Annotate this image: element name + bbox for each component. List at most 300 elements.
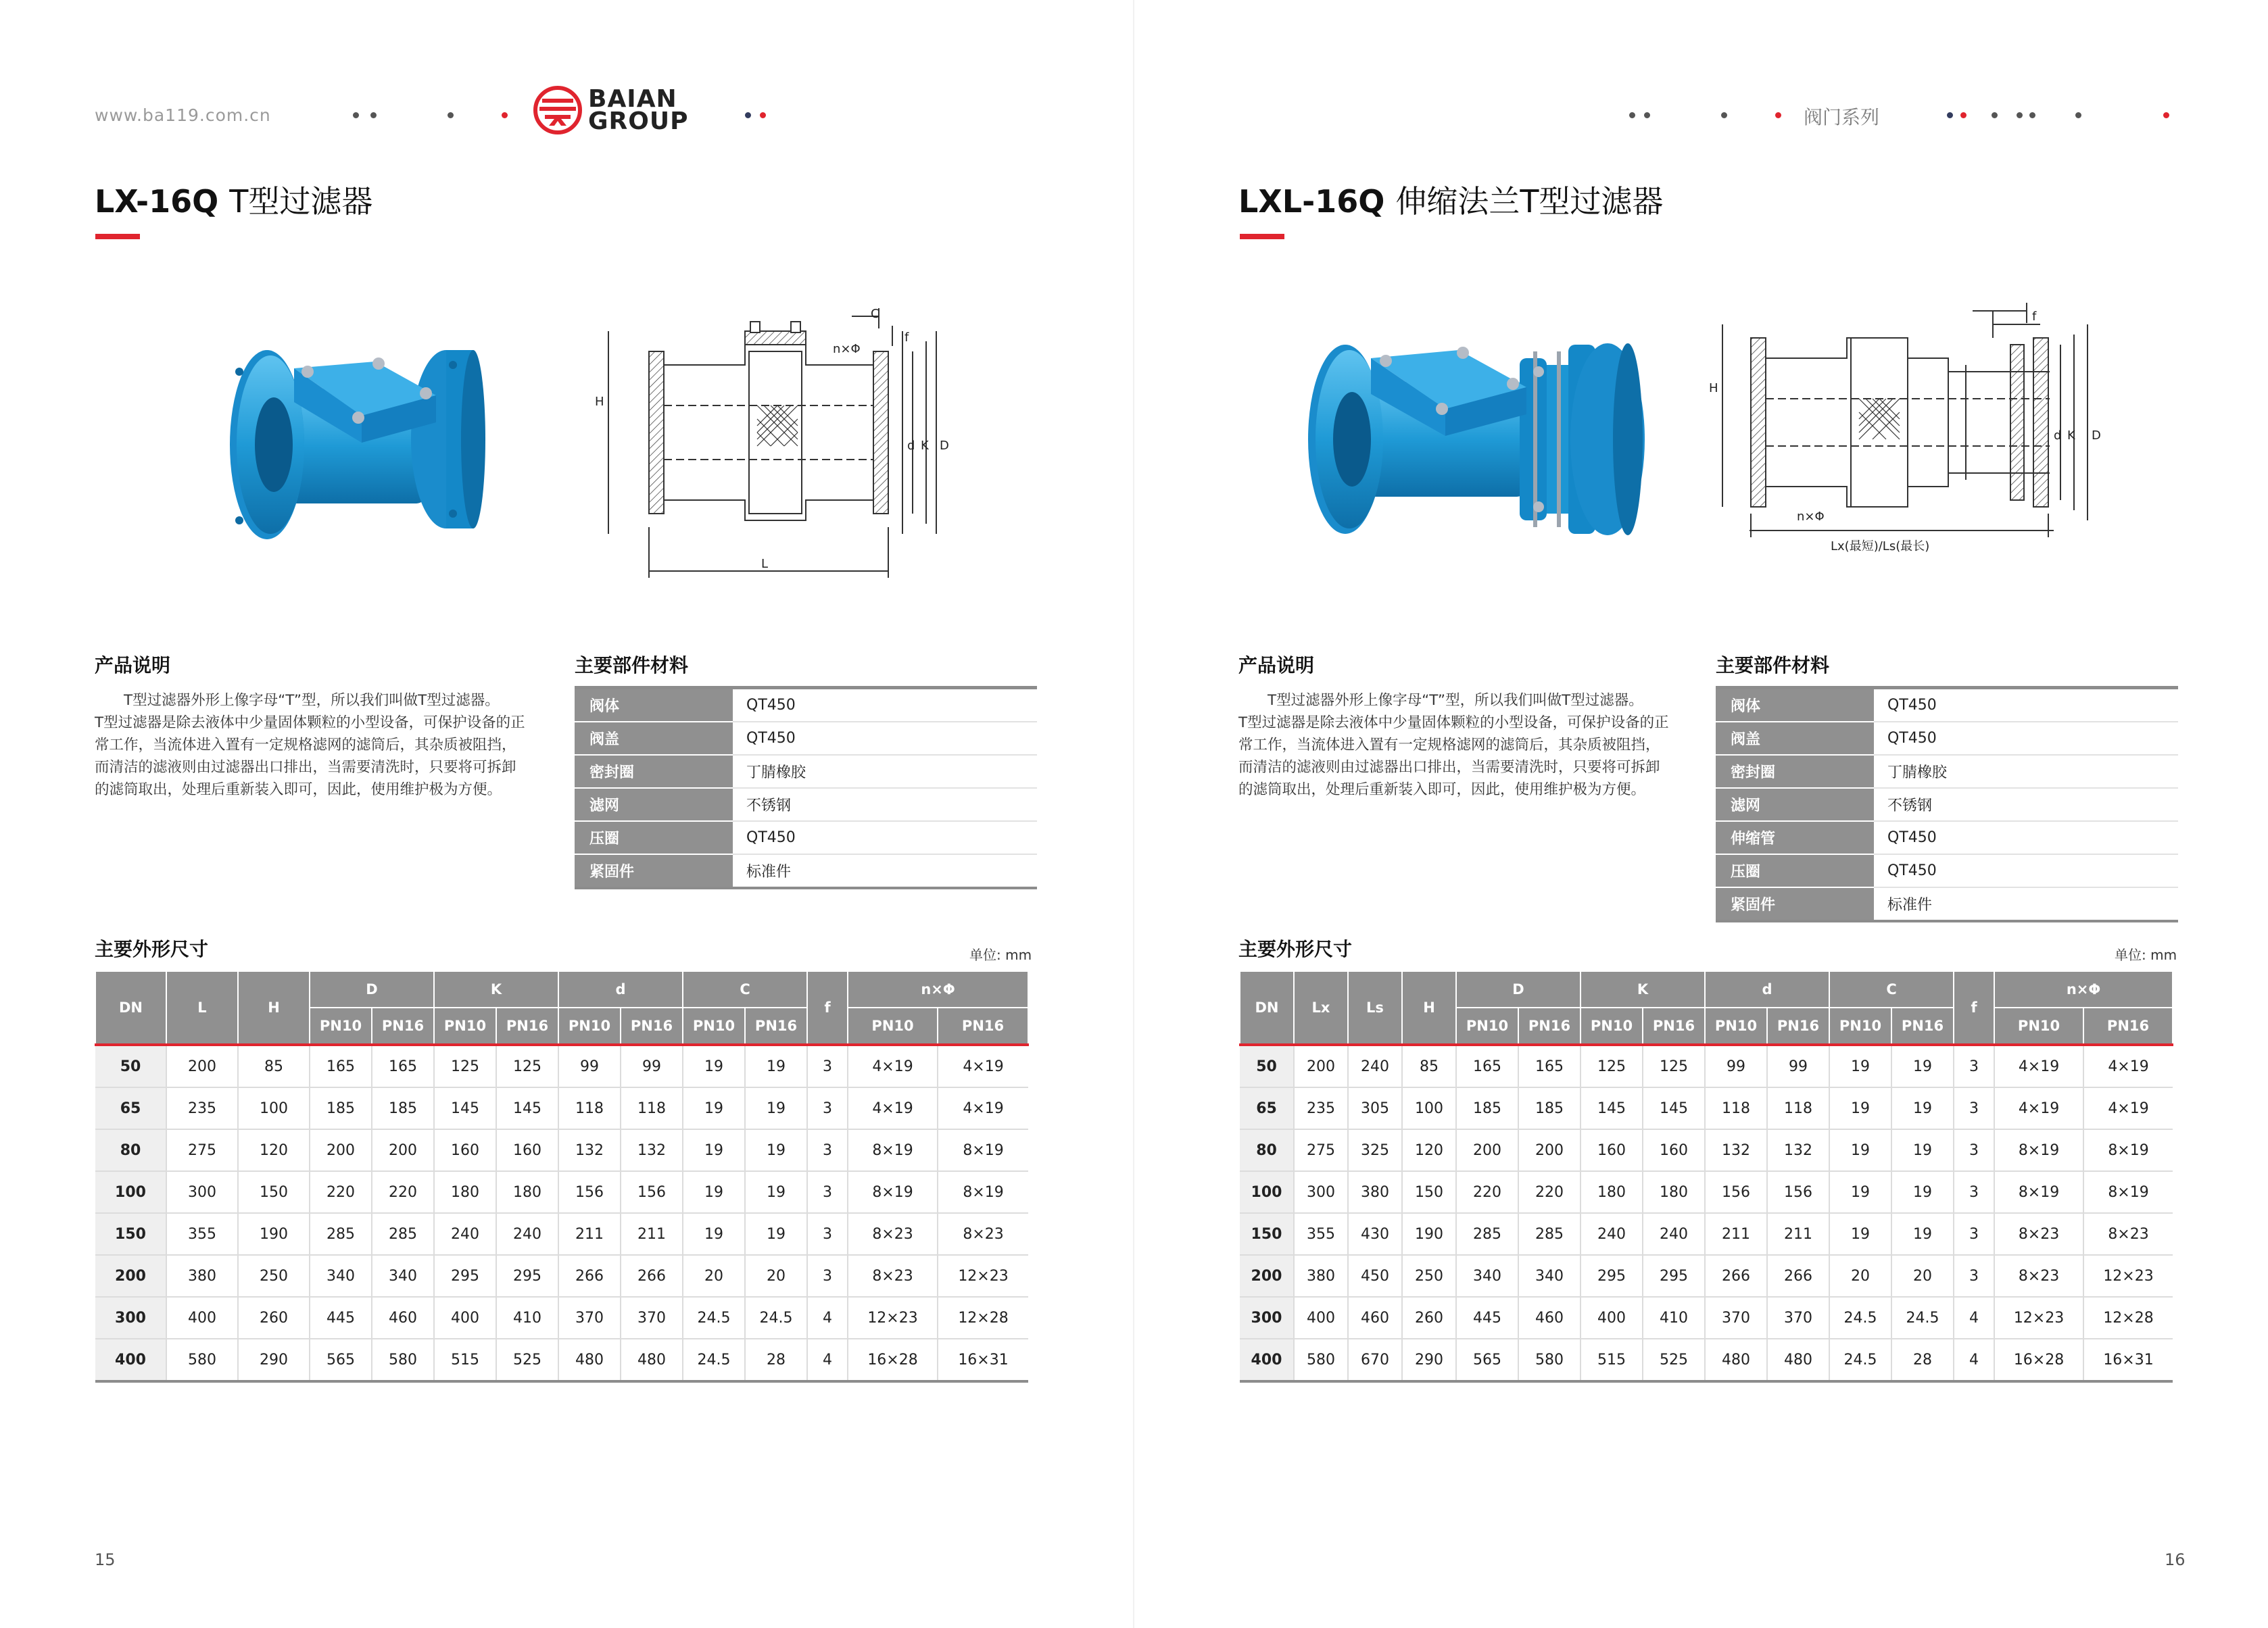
table-cell: 220 [372,1171,434,1213]
technical-drawing [595,304,973,588]
drawing-label-length: Lx(最短)/Ls(最长) [1831,539,1930,553]
subheader: PN10 [1994,1008,2083,1045]
subheader: PN16 [938,1008,1028,1045]
table-cell: 295 [496,1255,558,1297]
table-cell: 515 [1581,1339,1643,1381]
table-cell: 185 [1518,1087,1581,1129]
table-cell: 19 [1829,1213,1891,1255]
table-cell: 100 [238,1087,310,1129]
table-row [95,1045,1028,1087]
column-header: n×Φ [848,971,1028,1008]
table-cell: 4×19 [938,1045,1028,1087]
material-part: 阀体 [1716,688,1874,722]
table-cell: 20 [1891,1255,1954,1297]
table-cell: 150 [1402,1171,1456,1213]
material-part: 密封圈 [1716,755,1874,788]
table-cell: 85 [238,1045,310,1087]
table-cell: 370 [1705,1297,1767,1339]
table-row [1716,854,2178,887]
material-part: 阀盖 [1716,722,1874,755]
table-cell: 28 [745,1339,807,1381]
table-cell: 19 [683,1171,745,1213]
table-cell: 12×28 [2083,1297,2173,1339]
subheader: PN10 [1456,1008,1518,1045]
table-cell: 8×23 [1994,1213,2083,1255]
material-value: 不锈钢 [1874,788,2178,821]
table-cell: 20 [745,1255,807,1297]
table-row [95,1171,1028,1213]
table-cell: 8×19 [2083,1171,2173,1213]
table-cell: 19 [745,1045,807,1087]
table-cell: 8×19 [2083,1129,2173,1171]
decor-dot [1947,112,1953,118]
table-cell: 145 [496,1087,558,1129]
table-cell: 355 [166,1213,238,1255]
table-cell: 99 [1705,1045,1767,1087]
column-header: C [683,971,807,1008]
table-cell: 445 [1456,1297,1518,1339]
table-row [1240,1087,2173,1129]
drawing-label-k: K [2067,428,2075,443]
table-cell: 275 [1294,1129,1348,1171]
table-cell: 300 [166,1171,238,1213]
decor-dot [1775,112,1781,118]
material-value: QT450 [1874,688,2178,722]
drawing-label-h: H [1709,381,1718,395]
table-cell: 4×19 [848,1087,938,1129]
table-cell: 16×31 [2083,1339,2173,1381]
table-cell: 19 [683,1045,745,1087]
subheader: PN16 [621,1008,683,1045]
table-cell: 480 [621,1339,683,1381]
decor-dot [448,112,454,118]
table-cell: 3 [807,1255,848,1297]
table-cell: 125 [1643,1045,1705,1087]
table-cell: 165 [372,1045,434,1087]
column-header: DN [95,971,166,1045]
table-cell: 16×28 [848,1339,938,1381]
table-row [95,1129,1028,1171]
description-line: T型过滤器外形上像字母“T”型，所以我们叫做T型过滤器。 [124,692,500,709]
material-value: 标准件 [733,854,1037,888]
table-cell: 450 [1348,1255,1402,1297]
table-cell: 132 [621,1129,683,1171]
table-cell: 295 [1643,1255,1705,1297]
table-cell: 240 [1643,1213,1705,1255]
table-cell: 156 [558,1171,621,1213]
drawing-label-k: K [921,439,929,453]
table-cell: 300 [1294,1171,1348,1213]
material-value: 丁腈橡胶 [733,755,1037,788]
decor-dot [1992,112,1998,118]
table-cell: 525 [1643,1339,1705,1381]
table-cell: 211 [1767,1213,1829,1255]
table-cell: 100 [1402,1087,1456,1129]
material-value: QT450 [733,821,1037,854]
materials-heading: 主要部件材料 [1716,654,1830,676]
column-header: n×Φ [1994,971,2173,1008]
table-cell: 266 [558,1255,621,1297]
table-row [1240,1171,2173,1213]
table-cell: 180 [434,1171,496,1213]
table-row [1240,1255,2173,1297]
column-header: DN [1240,971,1294,1045]
table-cell: 260 [1402,1297,1456,1339]
drawing-label-h: H [595,395,604,409]
table-row [575,788,1037,821]
material-part: 滤网 [575,788,733,821]
dn-cell: 150 [1240,1213,1294,1255]
column-header: H [1402,971,1456,1045]
dn-cell: 100 [1240,1171,1294,1213]
table-cell: 370 [621,1297,683,1339]
dn-cell: 200 [95,1255,166,1297]
subheader: PN16 [1518,1008,1581,1045]
table-cell: 200 [310,1129,372,1171]
table-cell: 480 [1767,1339,1829,1381]
dn-cell: 400 [1240,1339,1294,1381]
dn-cell: 65 [95,1087,166,1129]
table-cell: 12×23 [2083,1255,2173,1297]
page-number: 15 [95,1550,116,1569]
decor-dot [1629,112,1635,118]
description-line: 而清洁的滤液则由过滤器出口排出，当需要清洗时，只要将可拆卸 [1238,759,1660,776]
product-title [95,177,372,222]
table-cell: 12×23 [938,1255,1028,1297]
table-cell: 400 [1294,1297,1348,1339]
decor-dot [1960,112,1967,118]
table-cell: 380 [1294,1255,1348,1297]
drawing-label-c: C [871,307,879,321]
material-part: 紧固件 [1716,887,1874,921]
column-header: d [558,971,683,1008]
decor-dot [1644,112,1650,118]
table-cell: 266 [1705,1255,1767,1297]
table-cell: 19 [1829,1087,1891,1129]
table-row [1240,1339,2173,1381]
table-cell: 3 [1954,1255,1994,1297]
dimensions-table [1239,970,2173,1383]
table-cell: 12×23 [1994,1297,2083,1339]
dn-cell: 50 [1240,1045,1294,1087]
table-cell: 580 [372,1339,434,1381]
table-cell: 3 [1954,1129,1994,1171]
table-row [1240,1213,2173,1255]
drawing-label-f: f [2032,310,2037,324]
table-cell: 3 [1954,1171,1994,1213]
material-part: 密封圈 [575,755,733,788]
table-cell: 19 [1891,1045,1954,1087]
page-number: 16 [2165,1550,2186,1569]
material-value: QT450 [733,688,1037,722]
dn-cell: 300 [1240,1297,1294,1339]
table-cell: 220 [1456,1171,1518,1213]
table-cell: 3 [1954,1045,1994,1087]
table-cell: 480 [1705,1339,1767,1381]
table-cell: 4 [1954,1339,1994,1381]
table-cell: 19 [745,1087,807,1129]
technical-drawing [1709,297,2142,568]
table-cell: 99 [1767,1045,1829,1087]
table-cell: 200 [1294,1045,1348,1087]
table-cell: 290 [238,1339,310,1381]
table-cell: 165 [310,1045,372,1087]
dimensions-heading: 主要外形尺寸 [1238,938,1353,960]
table-row [1240,1045,2173,1087]
column-header: D [310,971,434,1008]
table-cell: 580 [1518,1339,1581,1381]
table-cell: 145 [434,1087,496,1129]
table-cell: 240 [1581,1213,1643,1255]
decor-dot [353,112,359,118]
table-cell: 125 [434,1045,496,1087]
materials-table [1716,686,2178,922]
table-cell: 290 [1402,1339,1456,1381]
column-header: C [1829,971,1954,1008]
table-cell: 285 [310,1213,372,1255]
description-heading: 产品说明 [95,654,171,676]
unit-label: 单位: mm [2115,947,2177,963]
product-model: LXL-16Q [1238,183,1385,220]
table-cell: 20 [1829,1255,1891,1297]
table-row [1716,688,2178,722]
dn-cell: 80 [1240,1129,1294,1171]
table-cell: 580 [1294,1339,1348,1381]
table-cell: 16×31 [938,1339,1028,1381]
product-name: 伸缩法兰T型过滤器 [1395,183,1664,220]
dn-cell: 150 [95,1213,166,1255]
material-value: 标准件 [1874,887,2178,921]
table-cell: 19 [683,1087,745,1129]
table-cell: 19 [1829,1129,1891,1171]
drawing-label-d-large: D [940,439,949,453]
table-cell: 565 [310,1339,372,1381]
table-cell: 250 [238,1255,310,1297]
table-cell: 480 [558,1339,621,1381]
table-row [1716,755,2178,788]
table-cell: 4×19 [1994,1045,2083,1087]
page-right [1134,0,2268,1628]
table-cell: 165 [1456,1045,1518,1087]
table-cell: 145 [1581,1087,1643,1129]
table-cell: 85 [1402,1045,1456,1087]
table-cell: 295 [1581,1255,1643,1297]
table-row [575,821,1037,854]
dn-cell: 65 [1240,1087,1294,1129]
drawing-label-l: L [761,557,769,571]
table-cell: 16×28 [1994,1339,2083,1381]
table-cell: 28 [1891,1339,1954,1381]
table-cell: 180 [1581,1171,1643,1213]
table-cell: 305 [1348,1087,1402,1129]
table-cell: 120 [238,1129,310,1171]
table-cell: 99 [621,1045,683,1087]
table-cell: 460 [1518,1297,1581,1339]
column-header: f [1954,971,1994,1045]
table-cell: 340 [310,1255,372,1297]
table-cell: 250 [1402,1255,1456,1297]
table-cell: 400 [1581,1297,1643,1339]
description-heading: 产品说明 [1238,654,1315,676]
table-cell: 380 [166,1255,238,1297]
table-cell: 4 [807,1297,848,1339]
decor-dot [370,112,377,118]
table-cell: 3 [807,1129,848,1171]
column-header: Lx [1294,971,1348,1045]
description-line: 的滤筒取出，处理后重新装入即可，因此，使用维护极为方便。 [95,781,502,798]
table-row [95,1339,1028,1381]
table-cell: 4×19 [938,1087,1028,1129]
material-part: 伸缩管 [1716,821,1874,854]
website-url[interactable]: www.ba119.com.cn [95,105,271,125]
table-cell: 185 [310,1087,372,1129]
table-cell: 190 [1402,1213,1456,1255]
description-line: 而清洁的滤液则由过滤器出口排出，当需要清洗时，只要将可拆卸 [95,759,516,776]
product-description [95,689,554,801]
table-cell: 285 [1456,1213,1518,1255]
table-cell: 8×19 [938,1129,1028,1171]
subheader: PN16 [1891,1008,1954,1045]
table-cell: 445 [310,1297,372,1339]
table-cell: 4×19 [848,1045,938,1087]
material-part: 压圈 [1716,854,1874,887]
description-line: 常工作，当流体进入置有一定规格滤网的滤筒后，其杂质被阻挡， [95,737,516,754]
column-header: L [166,971,238,1045]
table-cell: 8×19 [1994,1171,2083,1213]
table-row [95,1255,1028,1297]
material-part: 紧固件 [575,854,733,888]
table-cell: 4×19 [1994,1087,2083,1129]
logo-word-baian: BAIAN [588,85,677,113]
table-cell: 190 [238,1213,310,1255]
table-cell: 12×28 [938,1297,1028,1339]
dimensions-heading: 主要外形尺寸 [95,938,209,960]
material-part: 阀体 [575,688,733,722]
dn-cell: 200 [1240,1255,1294,1297]
table-cell: 99 [558,1045,621,1087]
table-cell: 200 [372,1129,434,1171]
material-part: 阀盖 [575,722,733,755]
table-cell: 156 [621,1171,683,1213]
table-cell: 125 [496,1045,558,1087]
column-header: f [807,971,848,1045]
subheader: PN10 [310,1008,372,1045]
dn-cell: 50 [95,1045,166,1087]
table-cell: 4×19 [2083,1087,2173,1129]
table-cell: 8×23 [938,1213,1028,1255]
table-cell: 355 [1294,1213,1348,1255]
product-description [1238,689,1698,801]
description-line: T型过滤器是除去液体中少量固体颗粒的小型设备，可保护设备的正 [1238,714,1669,731]
material-value: QT450 [733,722,1037,755]
table-cell: 8×23 [2083,1213,2173,1255]
table-cell: 118 [621,1087,683,1129]
material-value: QT450 [1874,854,2178,887]
product-name: T型过滤器 [229,183,373,220]
table-cell: 132 [558,1129,621,1171]
table-cell: 24.5 [683,1339,745,1381]
table-cell: 240 [434,1213,496,1255]
table-cell: 132 [1767,1129,1829,1171]
table-cell: 145 [1643,1087,1705,1129]
description-line: 的滤筒取出，处理后重新装入即可，因此，使用维护极为方便。 [1238,781,1646,798]
table-cell: 24.5 [1829,1297,1891,1339]
table-row [1240,1297,2173,1339]
subheader: PN10 [1829,1008,1891,1045]
table-cell: 200 [1518,1129,1581,1171]
table-row [1716,821,2178,854]
table-cell: 200 [166,1045,238,1087]
table-cell: 285 [372,1213,434,1255]
table-cell: 410 [1643,1297,1705,1339]
table-cell: 275 [166,1129,238,1171]
logo-word-group: GROUP [588,107,689,135]
table-cell: 12×23 [848,1297,938,1339]
table-cell: 240 [496,1213,558,1255]
table-cell: 8×19 [938,1171,1028,1213]
description-line: T型过滤器外形上像字母“T”型，所以我们叫做T型过滤器。 [1268,692,1643,709]
table-cell: 19 [745,1129,807,1171]
material-value: QT450 [1874,722,2178,755]
subheader: PN10 [848,1008,938,1045]
table-cell: 19 [1891,1213,1954,1255]
product-title [1238,177,1663,222]
column-header: H [238,971,310,1045]
dn-cell: 400 [95,1339,166,1381]
table-cell: 19 [745,1213,807,1255]
table-cell: 185 [1456,1087,1518,1129]
table-row [1716,887,2178,921]
column-header: d [1705,971,1829,1008]
logo-emblem-icon [533,85,583,135]
material-value: 丁腈橡胶 [1874,755,2178,788]
material-part: 压圈 [575,821,733,854]
table-cell: 160 [434,1129,496,1171]
description-line: 常工作，当流体进入置有一定规格滤网的滤筒后，其杂质被阻挡， [1238,737,1660,754]
title-underline [95,234,140,239]
table-cell: 19 [683,1129,745,1171]
table-cell: 670 [1348,1339,1402,1381]
decor-dot [2075,112,2081,118]
table-row [575,854,1037,888]
table-row [575,755,1037,788]
table-cell: 285 [1518,1213,1581,1255]
table-cell: 211 [1705,1213,1767,1255]
subheader: PN10 [434,1008,496,1045]
table-cell: 3 [1954,1087,1994,1129]
dimensions-body [1240,1045,2173,1381]
table-row [95,1213,1028,1255]
series-label: 阀门系列 [1804,106,1880,128]
table-cell: 410 [496,1297,558,1339]
decor-dot [502,112,508,118]
drawing-label-f: f [904,330,909,345]
product-photo [223,331,527,574]
materials-table [575,686,1037,889]
decor-dot [1721,112,1727,118]
dimensions-table [95,970,1029,1383]
dn-cell: 80 [95,1129,166,1171]
table-cell: 19 [745,1171,807,1213]
table-cell: 3 [807,1213,848,1255]
table-cell: 8×19 [848,1129,938,1171]
drawing-label-d-small: d [2054,428,2062,443]
decor-dot [2163,112,2169,118]
dn-cell: 100 [95,1171,166,1213]
table-cell: 515 [434,1339,496,1381]
table-cell: 24.5 [1891,1297,1954,1339]
subheader: PN10 [558,1008,621,1045]
